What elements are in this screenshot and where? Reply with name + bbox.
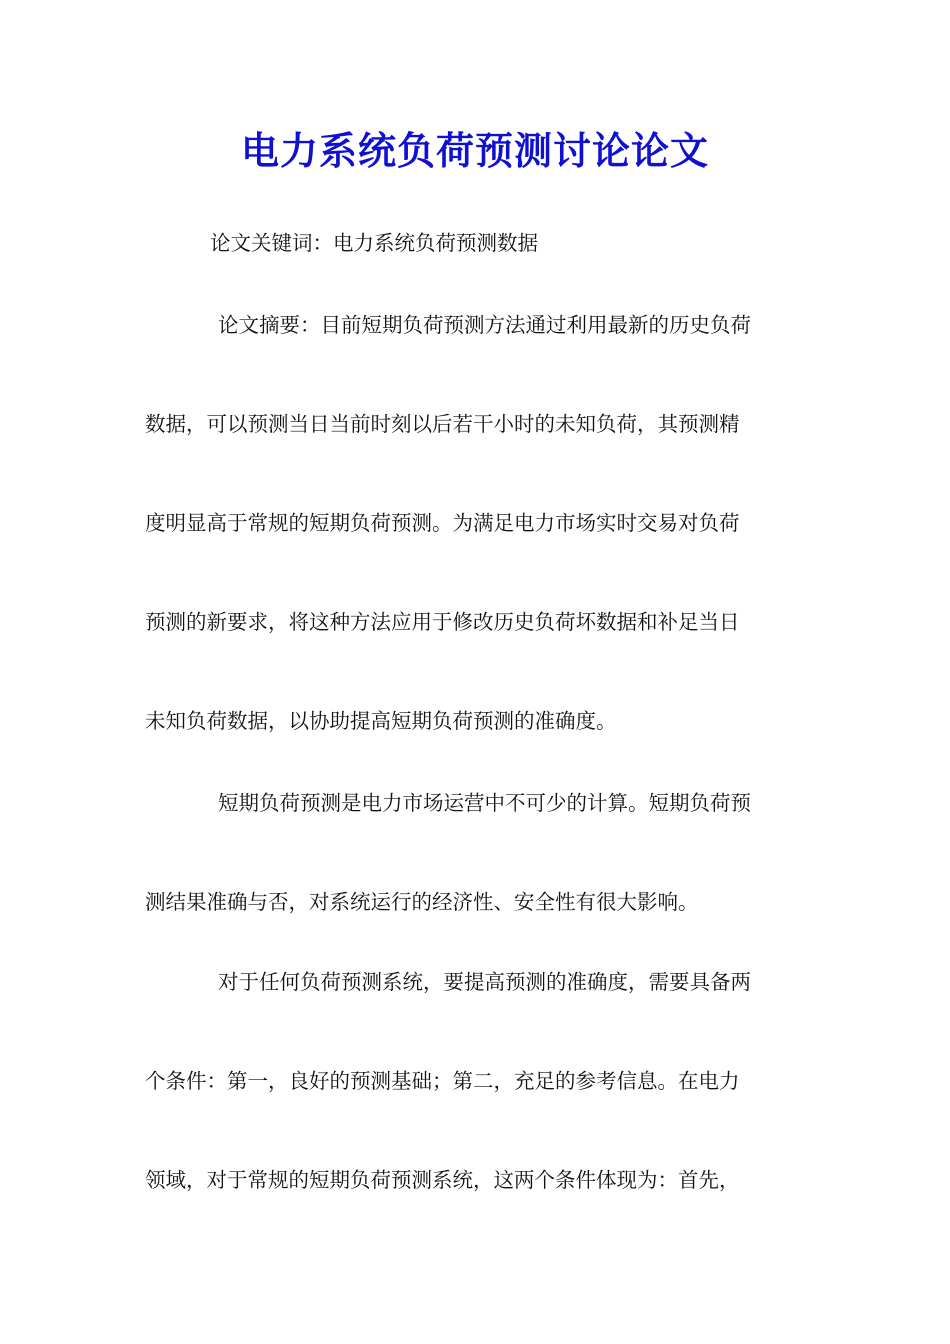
body-line: 对于任何负荷预测系统，要提高预测的准确度，需要具备两: [218, 970, 751, 994]
body-line: 个条件：第一，良好的预测基础；第二，充足的参考信息。在电力: [145, 1069, 740, 1093]
keywords-line: 论文关键词：电力系统负荷预测数据: [210, 231, 538, 255]
body-line: 未知负荷数据，以协助提高短期负荷预测的准确度。: [145, 709, 617, 733]
body-line: 数据，可以预测当日当前时刻以后若干小时的未知负荷，其预测精: [145, 412, 740, 436]
document-title: 电力系统负荷预测讨论论文: [240, 128, 709, 173]
body-line: 测结果准确与否，对系统运行的经济性、安全性有很大影响。: [145, 890, 699, 914]
body-line: 领域，对于常规的短期负荷预测系统，这两个条件体现为：首先，: [145, 1168, 740, 1192]
body-line: 度明显高于常规的短期负荷预测。为满足电力市场实时交易对负荷: [145, 511, 740, 535]
body-line: 短期负荷预测是电力市场运营中不可少的计算。短期负荷预: [218, 791, 751, 815]
body-line: 预测的新要求，将这种方法应用于修改历史负荷坏数据和补足当日: [145, 610, 740, 634]
body-line: 论文摘要：目前短期负荷预测方法通过利用最新的历史负荷: [218, 313, 751, 337]
